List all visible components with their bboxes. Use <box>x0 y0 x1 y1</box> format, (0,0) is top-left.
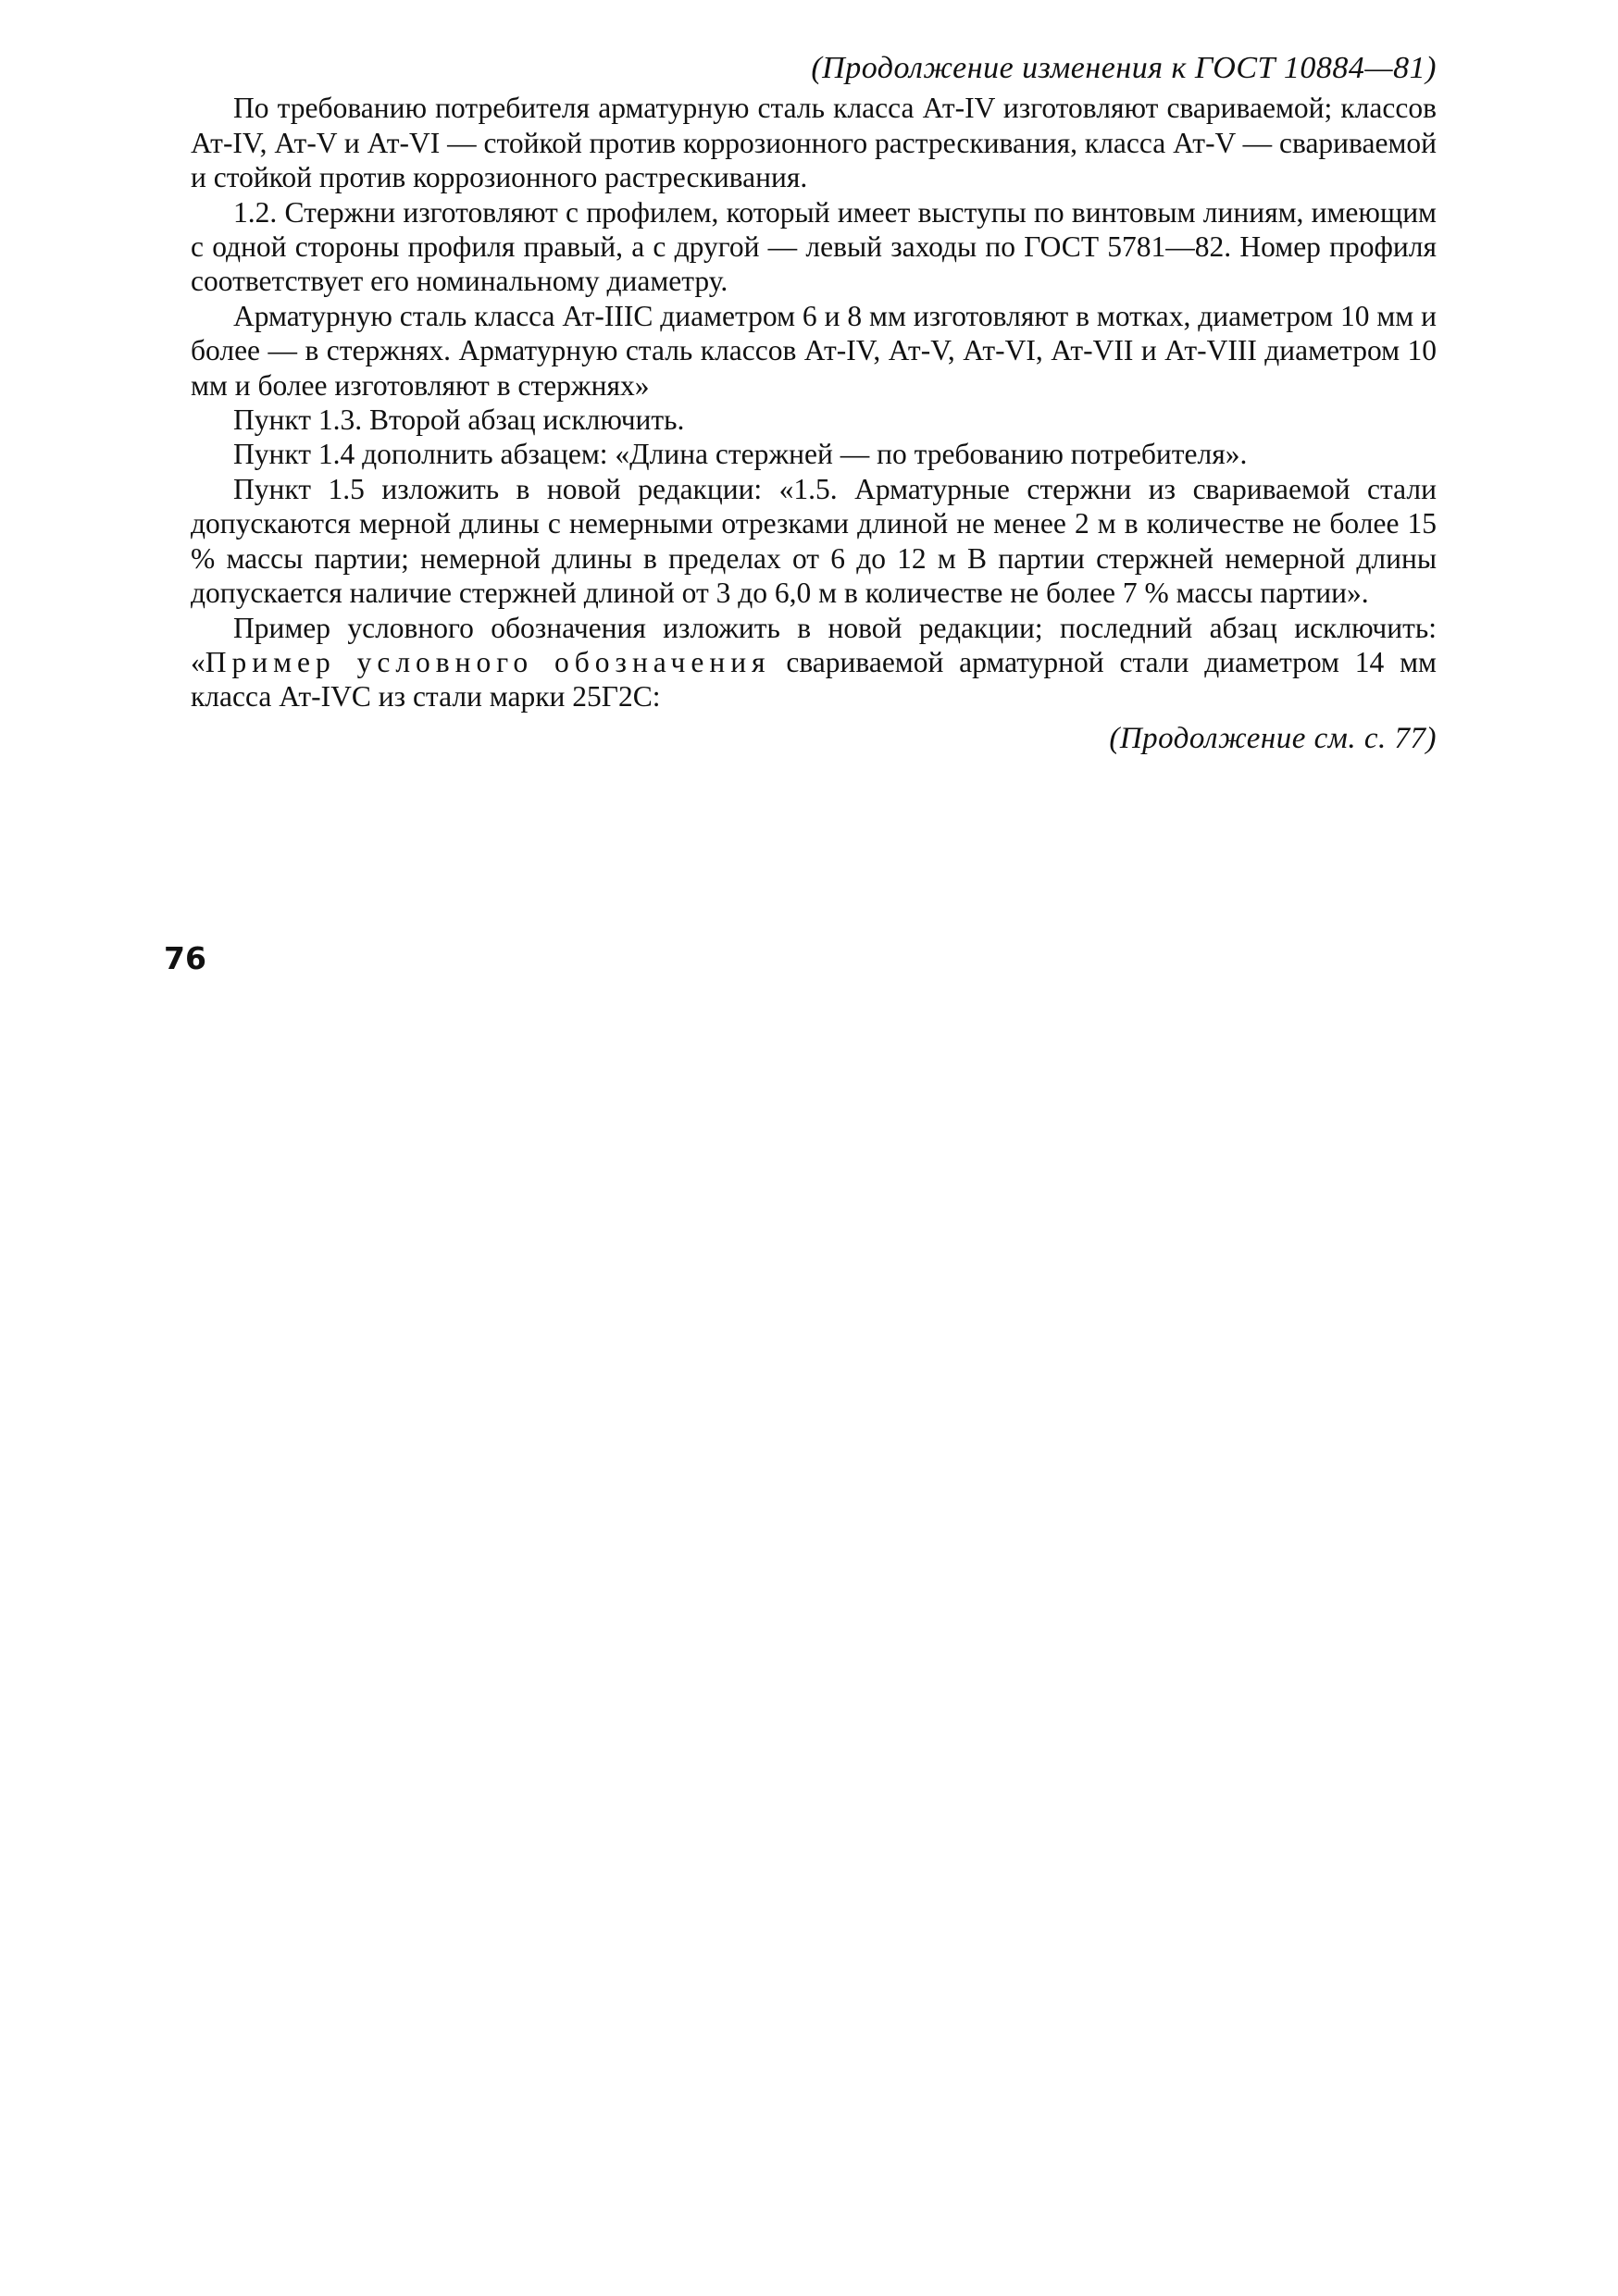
paragraph-requirements: По требованию потребителя арматурную сталь класса Ат-IV изготовляют свариваемой; классов Ат-IV, Ат-V и Ат-VI — стойкой против коррозионного растрескивания, класса Ат-V — свариваемой и стойкой против коррозионного растрескивания. <box>191 92 1437 194</box>
paragraph-1-3: Пункт 1.3. Второй абзац исключить. <box>233 403 685 437</box>
designation-text-after: свариваемой арматурной стали диаметром 14 мм класса Ат-IVС из стали марки 25Г2С: <box>191 645 1437 714</box>
page-number: 76 <box>164 940 206 976</box>
paragraph-1-5: Пункт 1.5 изложить в новой редакции: «1.5. Арматурные стержни из свариваемой стали допускаются мерной длины с немерными отрезками длиной не менее 2 м в количестве не более 15 % массы партии; немерной длины в пределах от 6 до 12 м В партии стержней немерной длины допускается наличие стержней длиной от 3 до 6,0 м в количестве не более 7 % массы партии». <box>191 472 1437 610</box>
page-header: (Продолжение изменения к ГОСТ 10884—81) <box>811 51 1437 85</box>
paragraph-coils-rods: Арматурную сталь класса Ат-IIIС диаметром 6 и 8 мм изготовляют в мотках, диаметром 10 мм и более — в стержнях. Арматурную сталь классов Ат-IV, Ат-V, Ат-VI, Ат-VII и Ат-VIII диаметром 10 мм и более изготовляют в стержнях» <box>191 299 1437 402</box>
paragraph-designation-example <box>191 611 1437 714</box>
continuation-note: (Продолжение см. с. 77) <box>1109 721 1437 755</box>
paragraph-1-2-profile: 1.2. Стержни изготовляют с профилем, который имеет выступы по винтовым линиям, имеющим с одной стороны профиля правый, а с другой — левый заходы по ГОСТ 5781—82. Номер профиля соответствует его номинальному диаметру. <box>191 195 1437 298</box>
paragraph-1-4: Пункт 1.4 дополнить абзацем: «Длина стержней — по требованию потребителя». <box>233 438 1248 471</box>
designation-text-before: Пример условного обозначения изложить в новой редакции; последний абзац исключить: « <box>191 611 1437 678</box>
text-block <box>191 51 1437 756</box>
designation-spaced-heading: Пример условного обозначения <box>205 645 771 678</box>
